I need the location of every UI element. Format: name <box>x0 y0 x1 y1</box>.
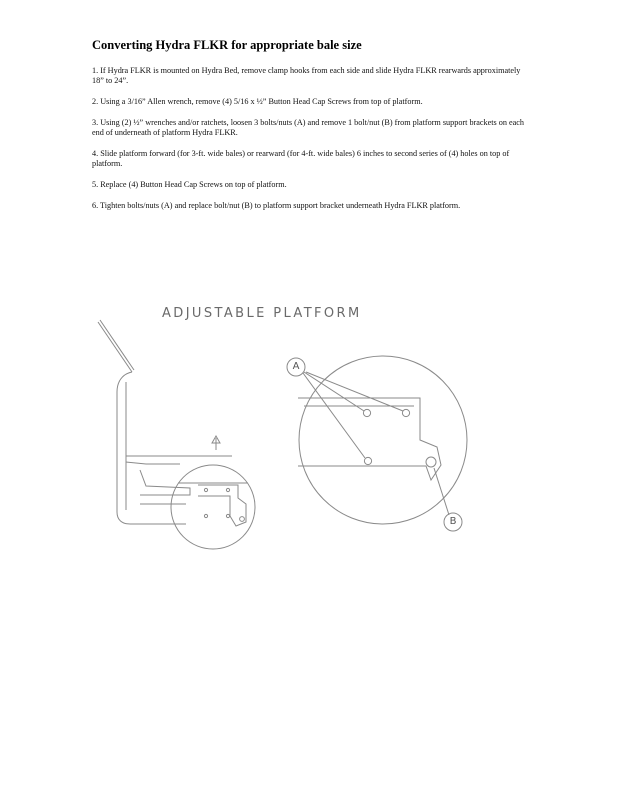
machine-profile <box>98 320 232 524</box>
callout-b-label: B <box>449 516 457 527</box>
figure-title: ADJUSTABLE PLATFORM <box>162 306 362 321</box>
adjustable-platform-figure <box>0 290 618 550</box>
step-6: 6. Tighten bolts/nuts (A) and replace bolt/nut (B) to platform support bracket underneath Hydra FLKR platform. <box>92 201 461 210</box>
document-title: Converting Hydra FLKR for appropriate bale size <box>92 38 362 52</box>
step-1: 1. If Hydra FLKR is mounted on Hydra Bed, remove clamp hooks from each side and slide Hydra FLKR rearwards approximately 18” to 24”. <box>92 66 521 85</box>
large-detail-circle <box>298 356 467 524</box>
small-detail-circle <box>171 465 255 549</box>
callout-a-label: A <box>292 361 300 372</box>
step-4: 4. Slide platform forward (for 3-ft. wide bales) or rearward (for 4-ft. wide bales) 6 inches to second series of (4) holes on top of platform. <box>92 149 510 168</box>
arrow-icon <box>212 436 220 450</box>
instruction-steps <box>92 66 532 222</box>
step-2: 2. Using a 3/16” Allen wrench, remove (4) 5/16 x ½” Button Head Cap Screws from top of platform. <box>92 97 423 106</box>
step-5: 5. Replace (4) Button Head Cap Screws on top of platform. <box>92 180 287 189</box>
leader-lines <box>303 372 449 515</box>
step-3: 3. Using (2) ½” wrenches and/or ratchets, loosen 3 bolts/nuts (A) and remove 1 bolt/nut (B) from platform support brackets on each end of underneath of platform Hydra FLKR. <box>92 118 525 137</box>
platform-drawing <box>0 290 618 550</box>
